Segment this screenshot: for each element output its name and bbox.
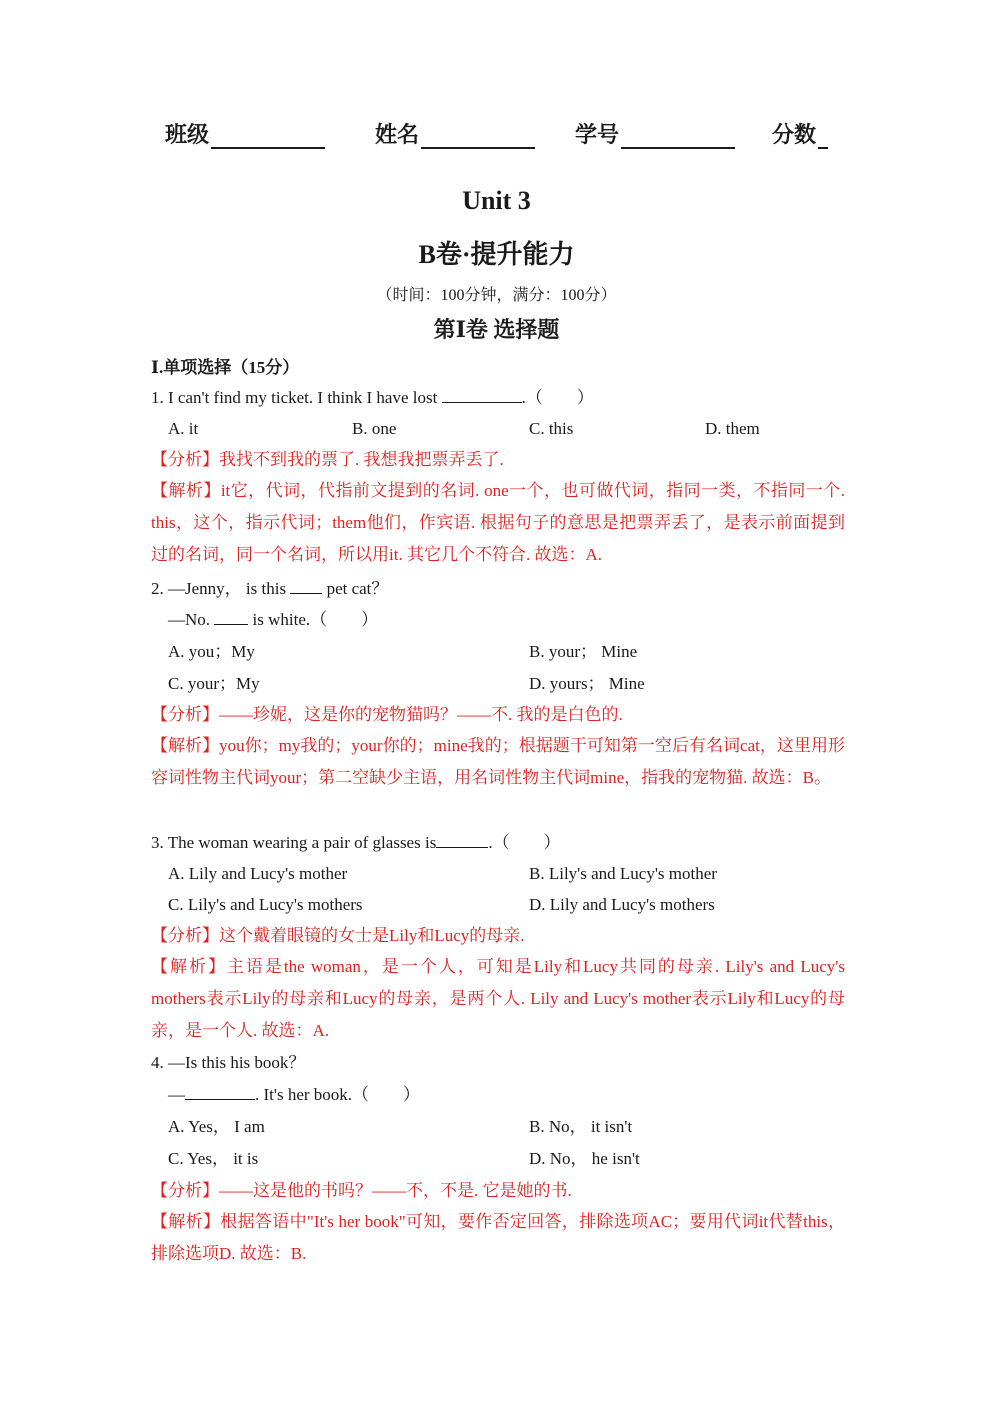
part-title: 第Ⅰ卷 选择题 (433, 317, 560, 342)
q4-explanation: 【解析】根据答语中"It's her book"可知，要作否定回答，排除选项AC；要用代词it代替this，排除选项D. 故选：B. (151, 1212, 845, 1263)
q4-analysis: 【分析】——这是他的书吗？——不，不是. 它是她的书. (151, 1181, 572, 1200)
q3-option-a[interactable]: A. Lily and Lucy's mother (168, 864, 348, 883)
name-field (375, 118, 535, 149)
q1-option-c[interactable]: C. this (529, 419, 574, 438)
q1-blank (442, 386, 522, 403)
q2-blank-2 (214, 608, 248, 625)
q3-blank (436, 831, 488, 848)
q1-option-a[interactable]: A. it (168, 419, 199, 438)
q1-explanation: 【解析】it它，代词，代指前文提到的名词. one一个，也可做代词，指同一类，不指同一个. this，这个，指示代词；them他们，作宾语. 根据句子的意思是把票弄丢了，是表示前面提到过的名词，同一个名词，所以用it. 其它几个不符合. 故选：A. (151, 481, 845, 564)
id-field (575, 118, 735, 149)
page-subtitle: B卷·提升能力 (418, 240, 575, 269)
q3-analysis: 【分析】这个戴着眼镜的女士是Lily和Lucy的母亲. (151, 926, 525, 945)
q1-option-d[interactable]: D. them (705, 419, 760, 438)
q2-blank-1 (290, 577, 322, 594)
id-label: 学号 (575, 122, 620, 147)
q2-option-c[interactable]: C. your；My (168, 674, 260, 693)
score-label: 分数 (772, 122, 817, 147)
score-field (772, 118, 828, 149)
q4-stem-1: 4. —Is this his book？ (151, 1053, 306, 1072)
q1-stem: 1. I can't find my ticket. I think I have lost .（ ） (151, 388, 594, 407)
q2-stem-1: 2. —Jenny， is this pet cat？ (151, 579, 389, 598)
q2-option-d[interactable]: D. yours； Mine (529, 674, 645, 693)
score-blank[interactable] (818, 121, 828, 149)
q2-stem-2: —No. is white.（ ） (168, 610, 379, 629)
id-blank[interactable] (621, 121, 735, 149)
q4-option-a[interactable]: A. Yes， I am (168, 1117, 265, 1136)
page-title: Unit 3 (462, 186, 531, 215)
q2-option-a[interactable]: A. you；My (168, 642, 255, 661)
q3-option-d[interactable]: D. Lily and Lucy's mothers (529, 895, 715, 914)
section-title: Ⅰ.单项选择（15分） (151, 358, 300, 377)
class-label: 班级 (165, 122, 210, 147)
q2-analysis: 【分析】——珍妮，这是你的宠物猫吗？——不. 我的是白色的. (151, 705, 623, 724)
q3-option-b[interactable]: B. Lily's and Lucy's mother (529, 864, 717, 883)
q4-option-b[interactable]: B. No， it isn't (529, 1117, 633, 1136)
q3-stem: 3. The woman wearing a pair of glasses is .（ ） (151, 833, 561, 852)
class-field (165, 118, 325, 149)
time-note: （时间：100分钟，满分：100分） (376, 287, 617, 304)
q1-option-b[interactable]: B. one (352, 419, 397, 438)
q3-option-c[interactable]: C. Lily's and Lucy's mothers (168, 895, 363, 914)
q3-explanation: 【解析】主语是the woman，是一个人，可知是Lily和Lucy共同的母亲. Lily's and Lucy's mothers表示Lily的母亲和Lucy的母亲，是两个人. Lily and Lucy's mother表示Lily和Lucy的母亲，是一个人. 故选：A. (151, 957, 845, 1040)
student-info-row (0, 118, 993, 154)
name-blank[interactable] (421, 121, 535, 149)
class-blank[interactable] (211, 121, 325, 149)
q2-explanation: 【解析】you你；my我的；your你的；mine我的；根据题干可知第一空后有名词cat，这里用形容词性物主代词your；第二空缺少主语，用名词性物主代词mine，指我的宠物猫. 故选：B。 (151, 736, 845, 787)
q4-option-d[interactable]: D. No， he isn't (529, 1149, 640, 1168)
q2-option-b[interactable]: B. your； Mine (529, 642, 638, 661)
q4-stem-2: — . It's her book.（ ） (168, 1085, 421, 1104)
q4-option-c[interactable]: C. Yes， it is (168, 1149, 259, 1168)
q1-analysis: 【分析】我找不到我的票了. 我想我把票弄丢了. (151, 450, 504, 469)
name-label: 姓名 (375, 122, 420, 147)
q4-blank (185, 1083, 255, 1100)
